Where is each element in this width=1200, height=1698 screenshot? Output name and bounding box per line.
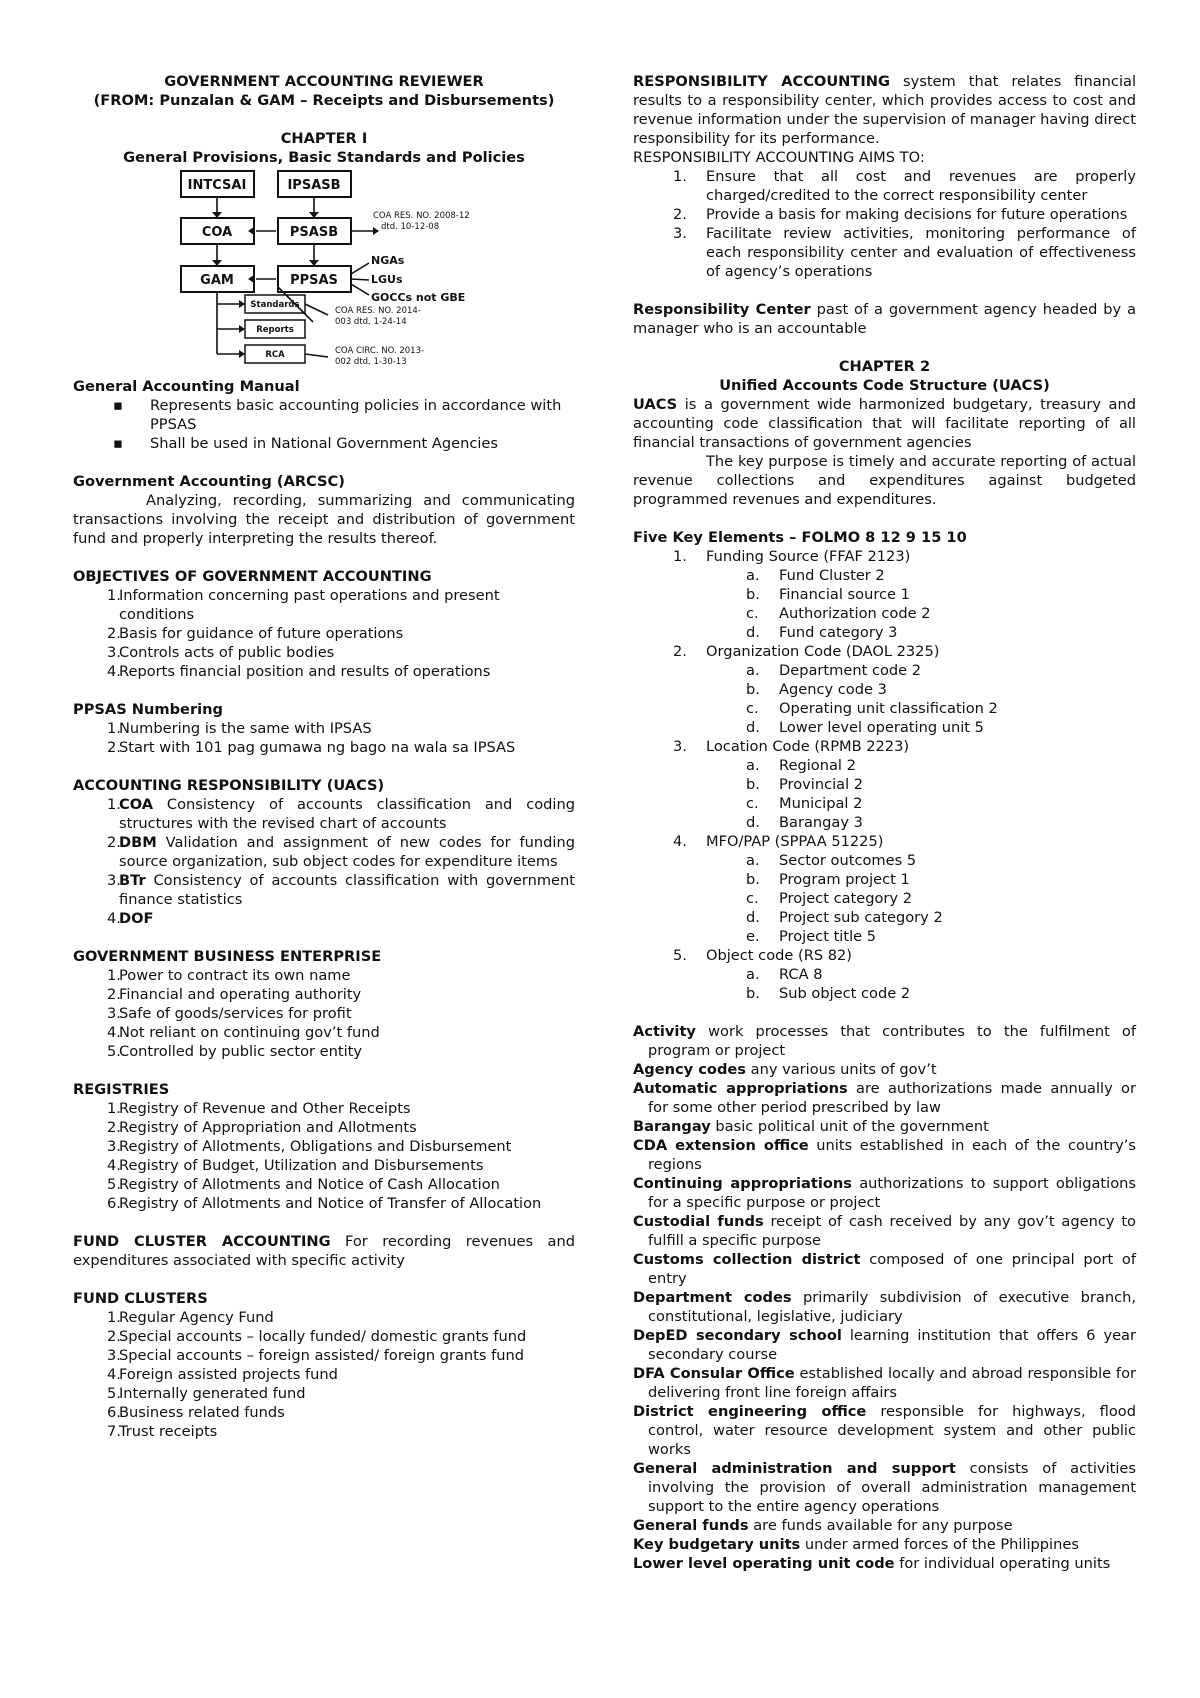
list-item: 2. DBM Validation and assignment of new codes for funding source organization, sub object codes for expenditure items — [107, 834, 575, 870]
glossary-entry: District engineering office responsible for highways, flood control, water resource development system and other public works — [633, 1403, 1136, 1458]
list-item: a. Sector outcomes 5 — [746, 852, 917, 869]
ga-heading: Government Accounting (ARCSC) — [73, 473, 345, 490]
list-item: 6. Registry of Allotments and Notice of Transfer of Allocation — [107, 1195, 542, 1212]
glossary-entry: General administration and support consists of activities involving the provision of overall administration management support to the entire agency operations — [633, 1460, 1136, 1515]
list-item: 4. Registry of Budget, Utilization and Disbursements — [107, 1157, 484, 1174]
list-item: 1. Power to contract its own name — [107, 967, 351, 984]
glossary-entry: Continuing appropriations authorizations to support obligations for a specific purpose or project — [633, 1175, 1136, 1211]
list-item: 1. Numbering is the same with IPSAS — [107, 720, 372, 737]
glossary-entry: DFA Consular Office established locally and abroad responsible for delivering front line foreign affairs — [633, 1365, 1137, 1401]
list-item: 6. Business related funds — [107, 1404, 285, 1421]
list-item: 2. Registry of Appropriation and Allotments — [107, 1119, 417, 1136]
glossary-entry: Agency codes any various units of gov’t — [633, 1061, 937, 1078]
list-item: b. Sub object code 2 — [746, 985, 911, 1002]
list-item: a. Department code 2 — [746, 662, 922, 679]
glossary-entry: Lower level operating unit code for individual operating units — [633, 1555, 1111, 1572]
list-item: 5. Controlled by public sector entity — [107, 1043, 363, 1060]
list-item: 2. Special accounts – locally funded/ domestic grants fund — [107, 1328, 527, 1345]
list-item: 4. Not reliant on continuing gov’t fund — [107, 1024, 380, 1041]
document-title: GOVERNMENT ACCOUNTING REVIEWER — [164, 73, 484, 90]
diagram-target-ngas: NGAs — [371, 254, 405, 267]
list-item: 1. Registry of Revenue and Other Receipts — [107, 1100, 411, 1117]
glossary — [633, 1022, 1136, 1573]
objectives-heading: OBJECTIVES OF GOVERNMENT ACCOUNTING — [73, 568, 432, 585]
list-item: 4. MFO/PAP (SPPAA 51225) — [673, 833, 884, 850]
list-item: d. Barangay 3 — [746, 814, 863, 831]
diagram-label-ppsas: PPSAS — [290, 273, 338, 288]
glossary-entry: Barangay basic political unit of the government — [633, 1118, 989, 1135]
list-item: 1. COA Consistency of accounts classification and coding structures with the revised chart of accounts — [107, 796, 575, 832]
gbe-heading: GOVERNMENT BUSINESS ENTERPRISE — [73, 948, 382, 965]
diagram-note-3b: 002 dtd. 1-30-13 — [335, 357, 407, 367]
list-item: 4. Reports financial position and results of operations — [107, 663, 491, 680]
list-item: c. Municipal 2 — [746, 795, 863, 812]
list-item: b. Program project 1 — [746, 871, 910, 888]
list-item: ▪ Represents basic accounting policies in accordance with PPSAS — [73, 396, 575, 434]
list-item: 2. Provide a basis for making decisions for future operations — [673, 206, 1128, 223]
list-item: 1. Funding Source (FFAF 2123) — [673, 548, 911, 565]
glossary-entry: Automatic appropriations are authorizations made annually or for some other period prescribed by law — [633, 1080, 1136, 1116]
uacs-purpose: The key purpose is timely and accurate reporting of actual revenue collections and expenditures against budgeted programmed revenues and expenditures. — [633, 453, 1136, 508]
list-item: a. RCA 8 — [746, 966, 823, 983]
diagram-label-rca: RCA — [265, 350, 285, 360]
list-item: 1. Ensure that all cost and revenues are properly charged/credited to the correct responsibility center — [673, 168, 1136, 204]
list-item: 5. Object code (RS 82) — [673, 947, 853, 964]
diagram-label-coa: COA — [201, 225, 233, 240]
fund-cluster-accounting: FUND CLUSTER ACCOUNTING For recording revenues and expenditures associated with specific activity — [73, 1233, 575, 1269]
gam-heading: General Accounting Manual — [73, 378, 300, 395]
diagram-note-3a: COA CIRC. NO. 2013- — [335, 346, 425, 356]
list-item: d. Lower level operating unit 5 — [746, 719, 984, 736]
diagram-note-1a: COA RES. NO. 2008-12 — [373, 211, 470, 221]
list-item: 3. Registry of Allotments, Obligations and Disbursement — [107, 1138, 512, 1155]
right-column — [633, 72, 1136, 1573]
list-item: d. Fund category 3 — [746, 624, 898, 641]
ga-definition: Analyzing, recording, summarizing and communicating transactions involving the receipt and distribution of government fund and properly interpreting the results thereof. — [73, 492, 575, 547]
list-item: 4. DOF — [107, 910, 154, 927]
list-item: 2. Organization Code (DAOL 2325) — [673, 643, 940, 660]
glossary-entry: Custodial funds receipt of cash received by any gov’t agency to fulfill a specific purpose — [633, 1213, 1136, 1249]
diagram-note-2b: 003 dtd. 1-24-14 — [335, 317, 407, 327]
registries-heading: REGISTRIES — [73, 1081, 170, 1098]
list-item: 2. Start with 101 pag gumawa ng bago na wala sa IPSAS — [107, 739, 516, 756]
diagram-note-2a: COA RES. NO. 2014- — [335, 306, 421, 316]
glossary-entry: Key budgetary units under armed forces of the Philippines — [633, 1536, 1079, 1553]
glossary-entry: General funds are funds available for any purpose — [633, 1517, 1013, 1534]
list-item: 3. Safe of goods/services for profit — [107, 1005, 352, 1022]
glossary-entry: Activity work processes that contributes to the fulfilment of program or project — [633, 1023, 1136, 1059]
chapter-2-title: Unified Accounts Code Structure (UACS) — [719, 377, 1050, 394]
left-column — [73, 72, 575, 1441]
list-item: a. Fund Cluster 2 — [746, 567, 885, 584]
diagram-label-ipsasb: IPSASB — [287, 178, 341, 193]
list-item: 2. Basis for guidance of future operations — [107, 625, 404, 642]
list-item: 2. Financial and operating authority — [107, 986, 362, 1003]
glossary-entry: CDA extension office units established in each of the country’s regions — [633, 1137, 1136, 1173]
chapter-1-heading: CHAPTER I — [280, 130, 368, 147]
diagram-label-psasb: PSASB — [289, 225, 339, 240]
diagram-label-gam: GAM — [200, 273, 234, 288]
glossary-entry: Department codes primarily subdivision of executive branch, constitutional, legislative, judiciary — [633, 1289, 1136, 1325]
glossary-entry: DepED secondary school learning institution that offers 6 year secondary course — [633, 1327, 1137, 1363]
list-item: b. Financial source 1 — [746, 586, 910, 603]
list-item: 7. Trust receipts — [107, 1423, 218, 1440]
fund-clusters-heading: FUND CLUSTERS — [73, 1290, 208, 1307]
diagram-target-goccs: GOCCs not GBE — [371, 291, 466, 304]
diagram-note-1b: dtd. 10-12-08 — [381, 222, 440, 232]
glossary-entry: Customs collection district composed of one principal port of entry — [633, 1251, 1136, 1287]
list-item: 5. Registry of Allotments and Notice of Cash Allocation — [107, 1176, 500, 1193]
diagram-label-standards: Standards — [250, 300, 300, 310]
responsibility-accounting: RESPONSIBILITY ACCOUNTING system that relates financial results to a responsibility center, which provides access to cost and revenue information under the supervision of manager having direct responsibility for its performance. — [633, 73, 1137, 147]
uacs-definition: UACS is a government wide harmonized budgetary, treasury and accounting code classification that will facilitate reporting of all financial transactions of government agencies — [633, 396, 1136, 451]
bullet-icon: ▪ — [113, 397, 123, 414]
acct-resp-heading: ACCOUNTING RESPONSIBILITY (UACS) — [73, 777, 385, 794]
bullet-icon: ▪ — [113, 435, 123, 452]
diagram-label-reports: Reports — [256, 325, 294, 335]
list-item: c. Operating unit classification 2 — [746, 700, 998, 717]
list-item: 3. Special accounts – foreign assisted/ foreign grants fund — [107, 1347, 525, 1364]
ra-aims-heading: RESPONSIBILITY ACCOUNTING AIMS TO: — [633, 149, 925, 166]
diagram-target-lgus: LGUs — [371, 273, 403, 286]
ppsas-heading: PPSAS Numbering — [73, 701, 223, 718]
chapter-1-title: General Provisions, Basic Standards and Policies — [123, 149, 525, 166]
list-item: ▪ Shall be used in National Government Agencies — [73, 434, 575, 453]
list-item: b. Provincial 2 — [746, 776, 864, 793]
list-item: c. Authorization code 2 — [746, 605, 931, 622]
list-item: 3. Facilitate review activities, monitoring performance of each responsibility center and evaluation of effectiveness of agency’s operations — [673, 225, 1136, 280]
chapter-2-heading: CHAPTER 2 — [838, 358, 931, 375]
responsibility-center: Responsibility Center past of a government agency headed by a manager who is an accountable — [633, 301, 1137, 337]
list-item: 3. BTr Consistency of accounts classification with government finance statistics — [107, 872, 575, 908]
list-item: 5. Internally generated fund — [107, 1385, 306, 1402]
list-item: 1. Regular Agency Fund — [107, 1309, 274, 1326]
list-item: 1. Information concerning past operations and present conditions — [107, 587, 500, 623]
list-item: d. Project sub category 2 — [746, 909, 943, 926]
list-item: c. Project category 2 — [746, 890, 912, 907]
list-item: e. Project title 5 — [746, 928, 877, 945]
five-key-heading: Five Key Elements – FOLMO 8 12 9 15 10 — [633, 529, 967, 546]
list-item: 4. Foreign assisted projects fund — [107, 1366, 338, 1383]
list-item: b. Agency code 3 — [746, 681, 887, 698]
list-item: 3. Controls acts of public bodies — [107, 644, 335, 661]
list-item: 3. Location Code (RPMB 2223) — [673, 738, 910, 755]
diagram-label-intcsai: INTCSAI — [187, 178, 247, 193]
document-subtitle: (FROM: Punzalan & GAM – Receipts and Disbursements) — [93, 92, 555, 109]
standards-hierarchy-diagram — [73, 167, 575, 377]
list-item: a. Regional 2 — [746, 757, 856, 774]
